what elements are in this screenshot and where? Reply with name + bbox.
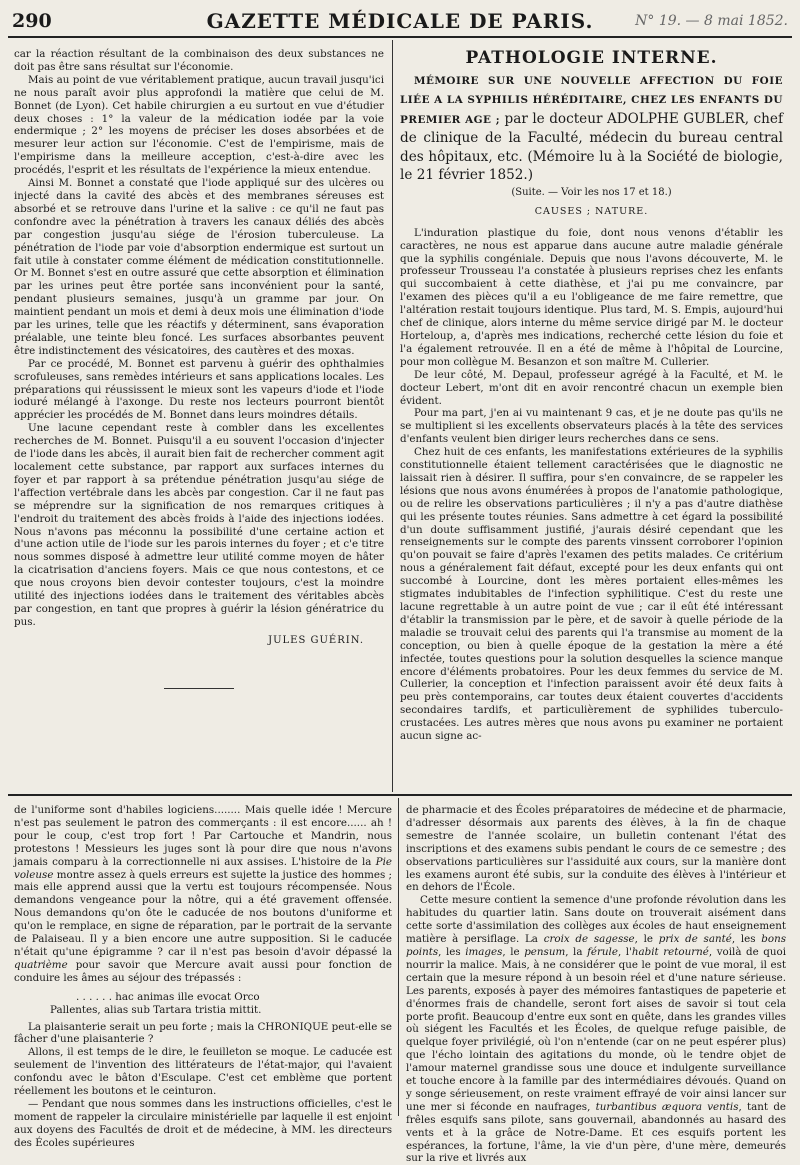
verse-line: Pallentes, alias sub Tartara tristia mittit. [50,1003,262,1016]
continuation-note: (Suite. — Voir les nos 17 et 18.) [511,186,672,198]
paragraph: Allons, il est temps de le dire, le feuilleton se moque. Le caducée est seulement de l'invention des littérateurs de l'état-major, qui l'avaient confondu avec le bâton d'Esculape. C'est cet emblème que portent réellement les boutons et le ceinturon. [14,1046,392,1098]
paragraph: Mais au point de vue véritablement pratique, aucun travail jusqu'ici ne nous paraît avoir plus approfondi la matière que celui de M. Bonnet (de Lyon). Cet habile chirurgien a eu surtout en vue d'étudier deux choses : 1° la valeur de la médication iodée par la voie endermique ; 2° les moyens de préciser les doses absorbées et de mesurer leur action sur l'économie. C'est de l'empirisme, mais de l'empirisme dans la meilleure acception, c'est-à-dire avec les procédés, l'esprit et les résultats de l'expérience la mieux entendue. [14,73,384,177]
feuilleton-left-column [14,804,392,1149]
memoir-title-author: par le docteur ADOLPHE GUBLER, chef de clinique de la Faculté, médecin du bureau central des hôpitaux, etc. (Mémoire lu à la Société de biologie, le 21 février 1852.) [400,110,783,184]
page-header [8,6,792,38]
feuilleton-right-column [406,804,787,1165]
text-run: , le [502,945,520,958]
right-column [400,48,783,788]
italic-phrase: habit retourné [631,945,709,958]
paragraph [14,804,392,985]
paragraph: Chez huit de ces enfants, les manifestations extérieures de la syphilis constitutionnelle étaient tellement caractérisées que le diagnostic ne laissait rien à désirer. Il suffira, pour s'en convaincre, de se rappeler les lésions que nous avons énumérées à propos de l'anatomie pathologique, ou de relire les observations particulières ; il n'y a pas d'autre diathèse qui les présente toutes réunies. Sans admettre à cet égard la possibilité d'un doute suffisamment justifié, j'aurais désiré cependant que les renseignements sur le compte des parents vinssent corroborer l'opinion qu'on pouvait se faire d'après l'examen des petits malades. Ce critérium nous a généralement fait défaut, excepté pour les deux enfants qui ont succombé à Lourcine, dont les mères portaient elles-mêmes les stigmates indubitables de l'infection syphilitique. C'est du reste une lacune regrettable à un autre point de vue ; car il eût été intéressant d'établir la transmission par le père, et de savoir à quelle période de la maladie se trouvait celui des parents qui l'a transmise au moment de la conception, ou bien à quelle époque de la gestation la mère a été infectée, toutes questions pour la solution desquelles la science manque encore d'éléments probatoires. Pour les deux femmes du service de M. Cullerier, la conception et l'infection paraissent avoir été deux faits à peu près contemporains, car toutes deux étaient couvertes d'accidents secondaires tardifs, et particulièrement de syphilides tuberculo-crustacées. Les autres mères que nous avons pu examiner ne portaient aucun signe ac- [400,446,783,743]
section-title: PATHOLOGIE INTERNE. [465,48,718,68]
text-run: Cette mesure contient la semence d'une profonde révolution dans les habitudes du quartier latin. Sans doute on trouverait aisément dans cette sorte d'assimilation des collèges aux écoles de haut enseignement matière à persiflage. La [406,894,786,946]
italic-phrase: bons points [406,933,787,958]
left-column [14,48,384,788]
paragraph: Ainsi M. Bonnet a constaté que l'iode appliqué sur des ulcères ou injecté dans la cavité des abcès et des membranes séreuses est absorbé et se retrouve dans l'urine et la salive : ce qu'il ne faut pas confondre avec la pénétration à travers les canaux déliés des abcès par congestion jusqu'au siége de l'érosion tuberculeuse. La pénétration de l'iode par voie d'absorption endermique est surtout un fait utile à constater comme élément de médication constitutionnelle. Or M. Bonnet s'est en outre assuré que cette absorption et élimination par les urines peut être portée sans inconvénient pour la santé, pendant plusieurs semaines, jusqu'à un gramme par jour. On maintient pendant un mois et demi à deux mois une élimination d'iode par les urines, telle que les réactifs y déterminent, sans évaporation préalable, une teinte bleu foncé. Les surfaces absorbantes peuvent être indistinctement des vésicatoires, des cautères et des moxas. [14,177,384,357]
subsection-heading: CAUSES ; NATURE. [534,205,649,217]
latin-verse [50,991,392,1017]
italic-phrase: croix de sagesse [543,933,635,946]
italic-word: quatrième [14,958,68,971]
feuilleton-column-divider [398,798,399,1116]
memoir-title [400,71,783,185]
paragraph: Une lacune cependant reste à combler dans les excellentes recherches de M. Bonnet. Puisqu'il a eu souvent l'occasion d'injecter de l'iode dans les abcès, il aurait bien fait de rechercher comment agit localement cette substance, par rapport aux surfaces internes du foyer et par rapport à sa prétendue pénétration jusqu'au siége de l'affection vertébrale dans les abcès par congestion. Car il ne faut pas se méprendre sur la signification de nos remarques critiques à l'endroit du traitement des abcès froids à l'aide des injections iodées. Nous n'avons pas méconnu la possibilité d'une certaine action et d'une action utile de l'iode sur les parois internes du foyer ; et c'e titre nous sommes disposé à admettre leur utilité comme moyen de hâter la cicatrisation d'anciens foyers. Mais ce que nous contestons, et ce que nous croyons bien devoir contester toujours, c'est la moindre utilité des injections iodées dans le traitement des véritables abcès par congestion, en tant que propres à guérir la lésion génératrice du pus. [14,422,384,628]
author-signature: JULES GUÉRIN. [268,634,364,646]
text-run: , l' [617,945,632,958]
paragraph [406,894,786,1165]
paragraph: Par ce procédé, M. Bonnet est parvenu à guérir des ophthalmies scrofuleuses, sans remèdes intérieurs et sans applications locales. Les préparations qui réussissent le mieux sont les vapeurs d'iode et l'iode ioduré mélangé à l'axonge. Du reste nos lecteurs pourront bientôt apprécier les procédés de M. Bonnet dans leurs moindres détails. [14,357,384,422]
paragraph: De leur côté, M. Depaul, professeur agrégé à la Faculté, et M. le docteur Lebert, m'ont dit en avoir rencontré chacun un exemple bien évident. [400,368,783,407]
text-run: de l'uniforme sont d'habiles logiciens........ Mais quelle idée ! Mercure n'est pas seulement le patron des commerçants : il est encore...... ah ! pour le coup, c'est trop fort ! Par Cartouche et Mandrin, nous protestons ! Messieurs les juges sont là pour dire que nous n'avons jamais comparu à la correctionnelle ni aux assises. L'histoire de la [14,804,392,868]
text-run: , tant de frêles esquifs sans pilote, sans gouvernail, abandonnés au hasard des vents et à la grâce de Notre-Dame. Et ces esquifs portent les espérances, la fortune, l'âme, la vie d'un père, d'une mère, demeurés sur la rive et livrés aux [406,1100,787,1165]
text-run: pour savoir que Mercure avait aussi pour fonction de conduire les âmes au séjour des trépassés : [14,958,392,984]
italic-phrase: turbantibus æquora ventis [595,1100,739,1113]
section-end-rule [164,688,234,689]
text-run: , voilà de quoi nourrir la malice. Mais, à ne considérer que le point de vue moral, il est certain que la mesure répond à un besoin réel et d'une nature sérieuse. Les parents, exposés à payer des mémoires fantastiques de papeterie et d'énormes frais de chandelle, seront fort aises de savoir si tout cela porte profit. Beaucoup d'entre eux sont en quête, dans les grandes villes où siégent les Facultés et les Écoles, de quelque refuge paisible, de quelque foyer privilégié, où l'on n'entende (car on ne peut espérer plus) que l'écho lointain des agitations du monde, où le tendre objet de l'amour maternel grandisse sous une douce et indulgente surveillance et touche encore à la famille par des intermédiaires dévoués. Quand on y songe sérieusement, on reste vraiment effrayé de voir ainsi lancer sur une mer si féconde en naufrages, [406,945,787,1113]
paragraph: Pour ma part, j'en ai vu maintenant 9 cas, et je ne doute pas qu'ils ne se multiplient si les excellents observateurs placés à la tête des services d'enfants veulent bien diriger leurs recherches dans ce sens. [400,407,783,446]
text-run: , la [565,945,583,958]
verse-line: . . . . . . hac animas ille evocat Orco [76,990,260,1003]
italic-phrase: images [465,945,503,958]
italic-phrase: prix de santé [658,933,732,946]
paragraph: La plaisanterie serait un peu forte ; mais la CHRONIQUE peut-elle se fâcher d'une plaisanterie ? [14,1020,392,1046]
text-run: , les [438,945,461,958]
italic-title: Pie voleuse [14,855,392,881]
italic-phrase: férule [587,945,618,958]
text-run: , les [731,933,756,946]
masthead-title: GAZETTE MÉDICALE DE PARIS. [206,9,594,33]
feuilleton-separator [8,794,792,796]
page-number: 290 [12,10,52,32]
column-divider [392,40,393,792]
paragraph: — Pendant que nous sommes dans les instructions officielles, c'est le moment de rappeler la circulaire ministérielle par laquelle il est enjoint aux doyens des Facultés de droit et de médecine, à MM. les directeurs des Écoles supérieures [14,1097,392,1149]
italic-phrase: pensum [524,945,566,958]
paragraph: de pharmacie et des Écoles préparatoires de médecine et de pharmacie, d'adresser désormais aux parents des élèves, à la fin de chaque semestre de l'année scolaire, un bulletin contenant l'état des inscriptions et des examens subis pendant le cours de ce semestre ; des observations particulières sur l'assiduité aux cours, sur la manière dont les examens auront été subis, sur la conduite des élèves à l'intérieur et en dehors de l'École. [406,804,786,894]
issue-number: N° 19. — 8 mai 1852. [635,13,788,29]
text-run: , le [634,933,654,946]
memoir-title-smallcaps: MÉMOIRE SUR UNE NOUVELLE AFFECTION DU FOIE LIÉE A LA SYPHILIS HÉRÉDITAIRE, CHEZ LES ENFANTS DU PREMIER AGE ; [400,74,783,126]
paragraph: car la réaction résultant de la combinaison des deux substances ne doit pas être sans résultat sur l'économie. [14,48,384,73]
paragraph: L'induration plastique du foie, dont nous venons d'établir les caractères, ne nous est apparue dans aucune autre maladie générale que la syphilis congéniale. Depuis que nous l'avons découverte, M. le professeur Trousseau l'a constatée à plusieurs reprises chez les enfants qui succombaient à cette diathèse, et j'ai pu me convaincre, par l'examen des pièces qu'il a eu l'obligeance de me faire remettre, que l'altération restait toujours identique. Plus tard, M. S. Empis, aujourd'hui chef de clinique, alors interne du même service dirigé par M. le docteur Horteloup, a, d'après mes indications, recherché cette lésion du foie et l'a également retrouvée. Il en a été de même à l'hôpital de Lourcine, pour mon collègue M. Besanzon et son maître M. Cullerier. [400,226,783,368]
text-run: montre assez à quels erreurs est sujette la justice des hommes ; mais elle apprend aussi que la vertu est toujours récompensée. Nous demandons vengeance pour la nôtre, qui a été gravement offensée. Nous demandons qu'on ôte le caducée de nos boutons d'uniforme et qu'on le remplace, en signe de réparation, par le portrait de la servante de Palaiseau. Il y a bien encore une autre supposition. Si le caducée n'était qu'une épigramme ? car il n'est pas besoin d'avoir dépassé la [14,868,392,958]
